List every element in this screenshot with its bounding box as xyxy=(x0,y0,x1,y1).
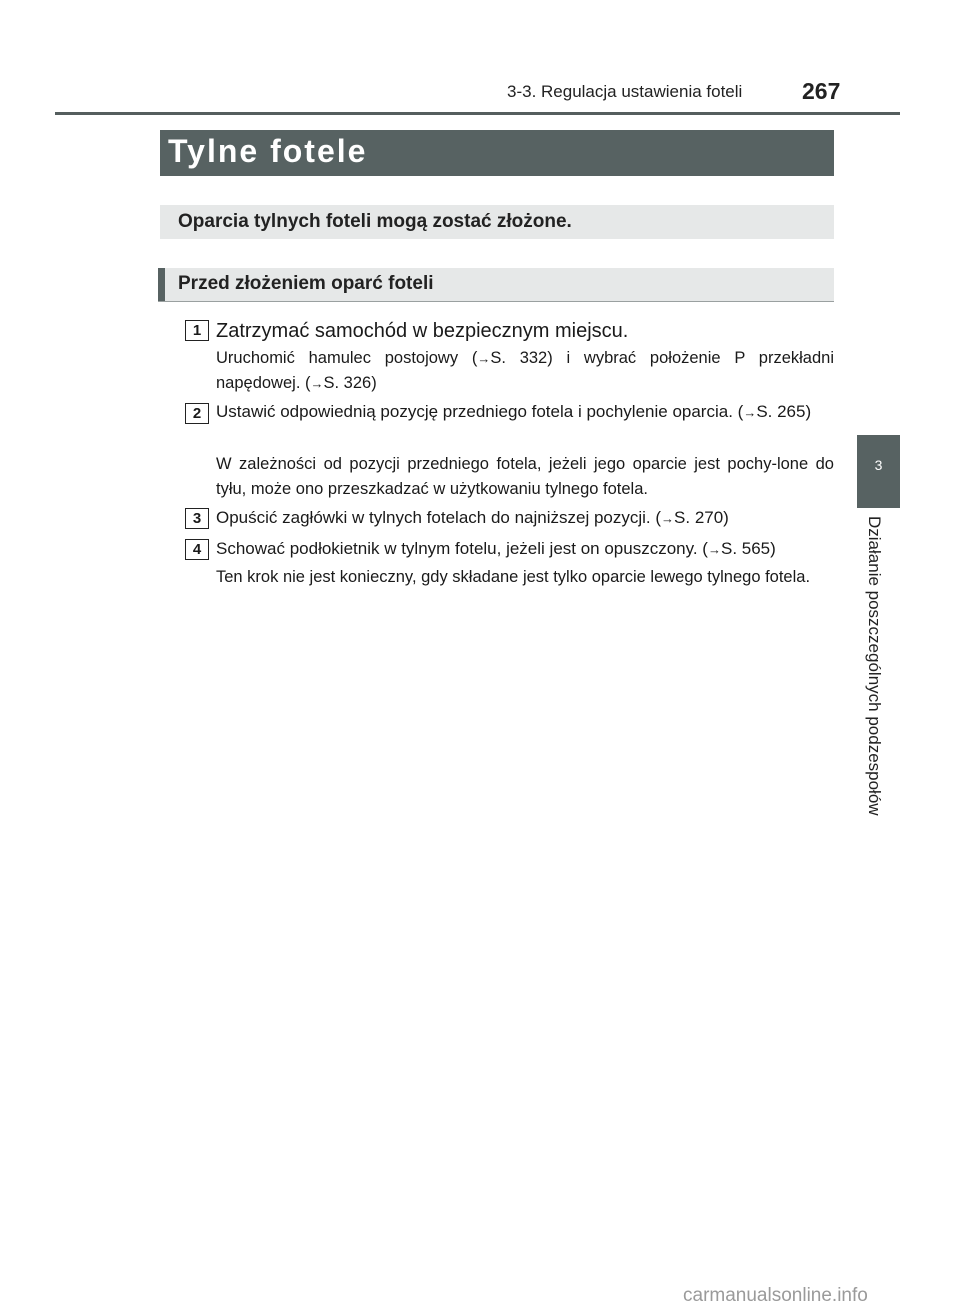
header-section-title: 3-3. Regulacja ustawienia foteli xyxy=(507,82,743,101)
step-4-note: Ten krok nie jest konieczny, gdy składane jest tylko oparcie lewego tylnego fotela. xyxy=(216,568,811,586)
step-4-text: Schować podłokietnik w tylnym fotelu, jeżeli jest on opuszczony. (→S. 565) xyxy=(216,539,776,558)
arrow-icon: → xyxy=(707,542,721,557)
chapter-tab xyxy=(857,435,900,508)
summary-box xyxy=(160,205,834,239)
step-number-3: 3 xyxy=(185,508,209,529)
subsection-title: Przed złożeniem oparć foteli xyxy=(178,273,434,294)
arrow-icon: → xyxy=(743,405,757,420)
step-number-2: 2 xyxy=(185,403,209,424)
header-divider xyxy=(55,112,900,115)
arrow-icon: → xyxy=(310,376,324,391)
arrow-icon: → xyxy=(477,351,491,366)
subsection-header xyxy=(158,268,834,302)
chapter-number: 3 xyxy=(874,457,883,473)
watermark: carmanualsonline.info xyxy=(683,1285,868,1306)
page-number: 267 xyxy=(802,78,841,104)
step-2-note: W zależności od pozycji przedniego fotela, jeżeli jego oparcie jest pochy-lone do tyłu, może ono przeszkadzać w użytkowaniu tylnego fotela. xyxy=(216,455,834,498)
step-3-text: Opuścić zagłówki w tylnych fotelach do najniższej pozycji. (→S. 270) xyxy=(216,508,729,527)
step-1-text: Zatrzymać samochód w bezpiecznym miejscu. xyxy=(216,320,629,342)
step-number-4: 4 xyxy=(185,539,209,560)
step-2-text: Ustawić odpowiednią pozycję przedniego fotela i pochylenie oparcia. (→S. 265) xyxy=(216,402,812,421)
step-number-1: 1 xyxy=(185,320,209,341)
title-bar xyxy=(160,130,834,176)
page-title: Tylne fotele xyxy=(168,133,368,169)
step-1-note: Uruchomić hamulec postojowy (→S. 332) i wybrać położenie P przekładni napędowej. (→S. 326) xyxy=(216,349,834,392)
arrow-icon: → xyxy=(661,511,675,526)
summary-text: Oparcia tylnych foteli mogą zostać złożone. xyxy=(178,211,572,232)
subsection-accent-bar xyxy=(158,268,165,301)
chapter-label: Działanie poszczególnych podzespołów xyxy=(865,516,884,816)
